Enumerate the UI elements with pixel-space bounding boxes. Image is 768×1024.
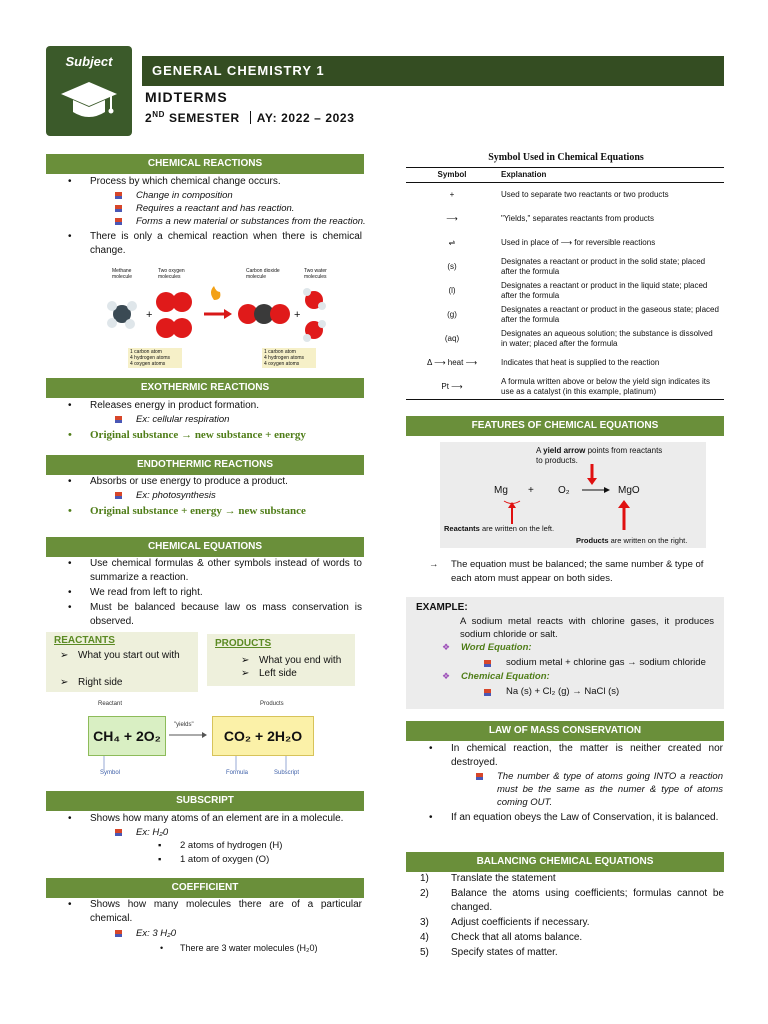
academic-year: AY: 2022 – 2023 xyxy=(256,111,355,125)
atom-count-line: 1 carbon atom xyxy=(130,349,162,355)
yields-label: "yields" xyxy=(174,722,194,728)
step-text: Specify states of matter. xyxy=(451,947,558,958)
step-number: 2) xyxy=(420,888,429,899)
arrow-bullet-icon xyxy=(484,660,491,667)
ce-bullet-3: • Must be balanced because law os mass conservation is observed. xyxy=(90,601,362,629)
right-atom-count xyxy=(262,348,316,368)
section-subscript: SUBSCRIPT xyxy=(46,791,364,811)
reactant-label: Reactant xyxy=(98,701,123,707)
arrow-bullet-icon xyxy=(476,773,483,780)
svg-text:+: + xyxy=(294,309,301,321)
formula-diagram xyxy=(86,700,326,782)
methane-label: Methane molecule xyxy=(112,268,133,280)
reactants-note-rest: are written on the left. xyxy=(479,524,555,533)
reactants-note-bold: Reactants xyxy=(444,524,480,533)
reactants-item: ➢ Right side xyxy=(60,677,123,688)
symbol-cell: Δ ⟶ heat ⟶ xyxy=(426,358,478,367)
atom-count-line: 4 hydrogen atoms xyxy=(130,355,171,361)
plus-sign: + xyxy=(528,485,534,496)
balancing-step xyxy=(406,946,724,960)
symbol-cell: (s) xyxy=(447,262,457,271)
symbol-cell: ⇌ xyxy=(448,238,456,247)
step-number: 5) xyxy=(420,947,429,958)
symbol-row xyxy=(406,231,724,255)
ce-bullet-1: • Use chemical formulas & other symbols instead of words to summarize a reaction. xyxy=(90,557,362,585)
balancing-step xyxy=(406,872,724,886)
law-bullet-2: • If an equation obeys the Law of Conservation, it is balanced. xyxy=(451,811,723,825)
cr-sub-2: Requires a reactant and has reaction. xyxy=(136,203,295,214)
arrow-bullet-icon xyxy=(484,689,491,696)
svg-text:+: + xyxy=(146,309,153,321)
step-number: 3) xyxy=(420,917,429,928)
balance-note: → The equation must be balanced; the same number & type of each atom must appear on both sides. xyxy=(429,559,704,584)
section-exothermic: EXOTHERMIC REACTIONS xyxy=(46,378,364,398)
symbol-table-title: Symbol Used in Chemical Equations xyxy=(488,152,644,163)
mgo-formula: MgO xyxy=(618,485,640,496)
explanation-cell: Designates an aqueous solution; the substance is dissolved in water; placed after the formula xyxy=(501,329,713,348)
sub-item-1: ▪ 2 atoms of hydrogen (H) xyxy=(158,840,283,851)
divider xyxy=(250,111,251,124)
example-heading: EXAMPLE: xyxy=(416,602,468,613)
yield-note-bold: yield arrow xyxy=(543,446,586,455)
section-chemical-equations: CHEMICAL EQUATIONS xyxy=(46,537,364,557)
products-note-bold: Products xyxy=(576,536,609,545)
graduation-cap-icon xyxy=(60,80,118,124)
reaction-molecule-figure xyxy=(104,266,344,374)
sub-item-text: 1 atom of oxygen (O) xyxy=(180,854,270,865)
yield-note-pre: A xyxy=(536,446,544,455)
subscript-label: Subscript xyxy=(274,770,300,776)
sub-bullet: • Shows how many atoms of an element are in a molecule. xyxy=(90,812,362,826)
arrow-bullet-icon xyxy=(115,192,122,199)
reactant-formula-box: CH₄ + 2O₂ xyxy=(88,716,166,756)
symbol-table-figure xyxy=(406,150,726,396)
explanation-cell: Designates a reactant or product in the solid state; placed after the formula xyxy=(501,257,706,276)
reactants-item: ➢ What you start out with xyxy=(60,650,180,661)
products-label: Products xyxy=(260,701,284,707)
section-coefficient: COEFFICIENT xyxy=(46,878,364,898)
semester-word: SEMESTER xyxy=(165,111,240,125)
endo-bullet: • Absorbs or use energy to produce a product. xyxy=(90,475,362,489)
atom-count-line: 4 oxygen atoms xyxy=(264,361,300,367)
symbol-row xyxy=(406,351,724,375)
sub-example: Ex: H₂0 xyxy=(136,827,169,838)
molecule-drawing xyxy=(104,280,344,348)
law-bullet-1: • In chemical reaction, the matter is neither created nor destroyed. xyxy=(451,742,723,770)
endo-equation-text: Original substance + energy → new substance xyxy=(90,505,306,517)
semester-suffix: ND xyxy=(152,110,166,119)
step-text: Translate the statement xyxy=(451,873,556,884)
step-number: 4) xyxy=(420,932,429,943)
arrow-bullet-icon xyxy=(115,930,122,937)
symbol-row xyxy=(406,375,724,400)
reactants-box xyxy=(46,632,198,692)
products-note xyxy=(576,536,687,545)
symbol-cell: (l) xyxy=(448,286,456,295)
section-balancing: BALANCING CHEMICAL EQUATIONS xyxy=(406,852,724,872)
symbol-table xyxy=(406,167,724,400)
symbol-cell: + xyxy=(449,190,455,199)
formula-label: Formula xyxy=(226,770,249,776)
chem-eq-label: Chemical Equation: xyxy=(461,671,550,682)
coef-bullet: • Shows how many molecules there are of a particular chemical. xyxy=(90,898,362,926)
explanation-cell: Used in place of ⟶ for reversible reactions xyxy=(501,238,656,247)
coef-item-text: There are 3 water molecules (H₂0) xyxy=(180,943,318,953)
course-bar xyxy=(142,56,724,86)
atom-count-line: 4 oxygen atoms xyxy=(130,361,166,367)
coef-example: Ex: 3 H₂0 xyxy=(136,928,177,939)
endo-equation: • Original substance + energy → new substance xyxy=(68,505,306,517)
products-item-text: Left side xyxy=(259,668,297,679)
chem-eq: Na (s) + Cl₂ (g) → NaCl (s) xyxy=(506,686,620,697)
reactants-item-text: What you start out with xyxy=(78,650,180,661)
explanation-cell: Used to separate two reactants or two products xyxy=(501,190,669,199)
arrow-bullet-icon xyxy=(115,205,122,212)
products-note-rest: are written on the right. xyxy=(608,536,688,545)
step-text: Balance the atoms using coefficients; formulas cannot be changed. xyxy=(451,888,724,913)
subject-badge xyxy=(46,46,132,136)
products-item: ➢ What you end with xyxy=(241,655,342,666)
diamond-bullet-icon: ❖ xyxy=(442,642,451,652)
balancing-step xyxy=(406,916,724,930)
reactants-heading: REACTANTS xyxy=(54,635,115,646)
exo-equation: • Original substance → new substance + energy xyxy=(68,429,306,441)
o2-formula: O₂ xyxy=(558,485,570,496)
symbol-row xyxy=(406,303,724,327)
symbol-label: Symbol xyxy=(100,770,121,776)
balance-note-text: The equation must be balanced; the same number & type of each atom must appear on both sides. xyxy=(451,559,704,584)
semester-number: 2 xyxy=(145,111,153,125)
symbol-row xyxy=(406,255,724,279)
products-item: ➢ Left side xyxy=(241,668,297,679)
law-sub: The number & type of atoms going INTO a reaction must be the same as the numer & type of atoms coming OUT. xyxy=(497,771,723,808)
balancing-steps xyxy=(406,872,724,961)
oxygen-label: Two oxygen molecules xyxy=(158,268,185,280)
ce-bullet-2: • We read from left to right. xyxy=(90,586,362,600)
product-formula-box: CO₂ + 2H₂O xyxy=(212,716,314,756)
cr-sub-3: Forms a new material or substances from the reaction. xyxy=(136,216,366,227)
cr-bullet-1: • Process by which chemical change occurs. xyxy=(90,175,362,189)
section-law: LAW OF MASS CONSERVATION xyxy=(406,721,724,741)
arrow-bullet-icon xyxy=(115,416,122,423)
symbol-cell: (aq) xyxy=(444,334,460,343)
exo-example: Ex: cellular respiration xyxy=(136,414,230,425)
symbol-row xyxy=(406,279,724,303)
balancing-step xyxy=(406,887,724,915)
reactants-item-text: Right side xyxy=(78,677,123,688)
cr-bullet-2: • There is only a chemical reaction when there is chemical change. xyxy=(90,230,362,258)
subject-label: Subject xyxy=(65,54,113,69)
explanation-cell: Indicates that heat is supplied to the reaction xyxy=(501,358,660,367)
mg-formula: Mg xyxy=(494,485,508,496)
term-title: MIDTERMS xyxy=(145,89,228,105)
yields-arrow-icon xyxy=(168,730,208,740)
explanation-cell: A formula written above or below the yield sign indicates its use as a catalyst (in this example, platinum) xyxy=(501,377,710,396)
symbol-row xyxy=(406,327,724,351)
step-text: Check that all atoms balance. xyxy=(451,932,583,943)
reactants-note xyxy=(444,524,554,533)
symbol-cell: Pt ⟶ xyxy=(441,382,463,391)
section-endothermic: ENDOTHERMIC REACTIONS xyxy=(46,455,364,475)
products-box xyxy=(207,634,355,686)
yield-diagram xyxy=(440,442,706,548)
products-heading: PRODUCTS xyxy=(215,638,272,649)
atom-count-line: 1 carbon atom xyxy=(264,349,296,355)
section-features: FEATURES OF CHEMICAL EQUATIONS xyxy=(406,416,724,436)
step-text: Adjust coefficients if necessary. xyxy=(451,917,590,928)
sub-item-text: 2 atoms of hydrogen (H) xyxy=(180,840,283,851)
semester-line xyxy=(145,110,354,125)
symbol-cell: (g) xyxy=(447,310,457,319)
col-symbol: Symbol xyxy=(437,170,467,179)
example-box xyxy=(406,597,724,709)
callout-lines xyxy=(86,754,326,772)
section-chemical-reactions: CHEMICAL REACTIONS xyxy=(46,154,364,174)
step-number: 1) xyxy=(420,873,429,884)
symbol-row xyxy=(406,207,724,231)
col-explanation: Explanation xyxy=(501,170,547,179)
co2-label: Carbon dioxide molecule xyxy=(246,268,280,280)
diamond-bullet-icon: ❖ xyxy=(442,671,451,681)
arrow-bullet-icon xyxy=(115,218,122,225)
cr-sub-1: Change in composition xyxy=(136,190,233,201)
exo-equation-text: Original substance → new substance + energy xyxy=(90,429,306,441)
balancing-step xyxy=(406,931,724,945)
products-item-text: What you end with xyxy=(259,655,342,666)
arrow-bullet-icon xyxy=(115,492,122,499)
symbol-row xyxy=(406,183,724,208)
left-atom-count xyxy=(128,348,182,368)
example-text: A sodium metal reacts with chlorine gases, it produces sodium chloride or salt. xyxy=(460,616,714,640)
atom-count-line: 4 hydrogen atoms xyxy=(264,355,305,361)
endo-example: Ex: photosynthesis xyxy=(136,490,216,501)
exo-bullet: • Releases energy in product formation. xyxy=(90,399,362,413)
explanation-cell: "Yields," separates reactants from products xyxy=(501,214,655,223)
symbol-cell: ⟶ xyxy=(446,214,458,223)
water-label: Two water molecules xyxy=(304,268,327,280)
sub-item-2: ▪ 1 atom of oxygen (O) xyxy=(158,854,270,865)
coef-item: • There are 3 water molecules (H₂0) xyxy=(160,943,318,953)
course-title: GENERAL CHEMISTRY 1 xyxy=(152,63,325,78)
explanation-cell: Designates a reactant or product in the gaseous state; placed after the formula xyxy=(501,305,719,324)
explanation-cell: Designates a reactant or product in the liquid state; placed after the formula xyxy=(501,281,708,300)
yield-note-post: points from reactants to products. xyxy=(536,446,663,465)
arrow-bullet-icon xyxy=(115,829,122,836)
word-eq: sodium metal + chlorine gas → sodium chloride xyxy=(506,657,706,668)
word-eq-label: Word Equation: xyxy=(461,642,532,653)
